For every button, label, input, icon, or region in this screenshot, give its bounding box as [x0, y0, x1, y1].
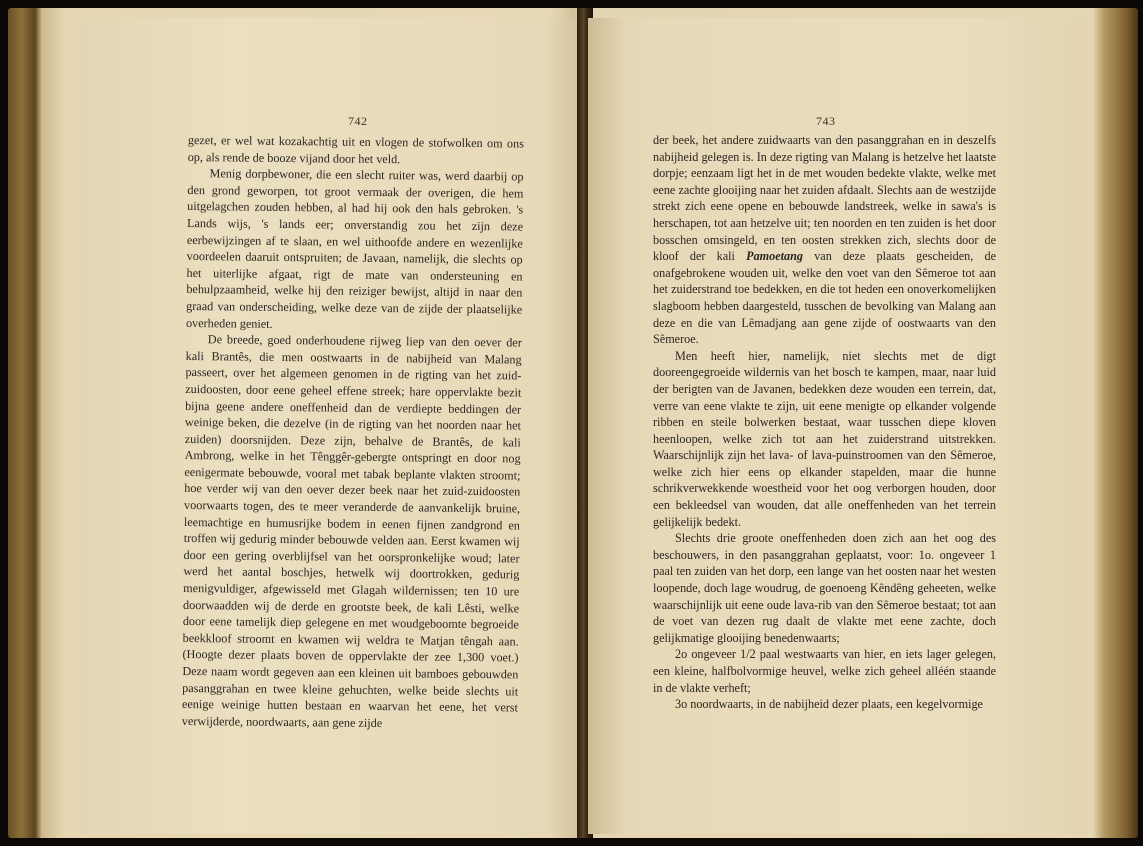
page-number-right: 743 — [816, 114, 836, 128]
paragraph: gezet, er wel wat kozakachtig uit en vlogen de stofwolken om ons op, als rende de booze vijand door het veld. — [187, 132, 524, 166]
right-page — [588, 18, 1088, 834]
place-name-emphasis: Pamoetang — [746, 249, 804, 264]
paragraph: Menig dorpbewoner, die een slecht ruiter was, werd daarbij op den grond geworpen, tot groot vermaak der overigen, die hem uitgelagchen zouden hebben, al had hij ook den hals gebroken. 's Lands wijs, 's lands eer; onverstandig zou het zijn deze eerbewijzingen af te slaan, en wel uithoofde andere en wezenlijke voordeelen daaruit ontspruiten; de Javaan, namelijk, die slechts op het uiterlijke afgaat, rigt de mate van ondersteuning en behulpzaamheid, welke hij den reiziger bewijst, altijd in naar den graad van onderscheiding, welke deze van de zijde der plaatselijke overheden geniet. — [185, 166, 524, 331]
paragraph: Men heeft hier, namelijk, niet slechts met de digt dooreengegroeide wildernis van het bosch te kampen, maar, naar luid der berigten van de Javanen, bedekken deze wouden een terrein, dat, verre van eene vlakte te zijn, uit eene menigte op elkander volgende ribben en steile bolwerken bestaat, waar tusschen diepe kloven heenloopen, welke zich tot aan het zuiderstrand uitstrekken. Waarschijnlijk zijn het lava- of lava-puinstroomen van den Sêmeroe, welke zich hier eens op elkander stapelden, maar die hunne schrikverwekkende woestheid voor het oog verborgen houden, door een bekleedsel van wouden, dat alle oneffenheden van het terrein gelijkelijk bedekt. — [653, 348, 996, 529]
right-page-text — [653, 132, 996, 713]
paragraph: 2o ongeveer 1/2 paal westwaarts van hier, en iets lager gelegen, een kleine, halfbolvormige heuvel, welke zich geheel alléén staande in de vlakte verheft; — [653, 647, 996, 695]
paragraph: Slechts drie groote oneffenheden doen zich aan het oog des beschouwers, in den pasanggrahan geplaatst, voor: 1o. ongeveer 1 paal ten zuiden van het dorp, een lange van het oosten naar het westen loopende, doch lage woudrug, de goenoeng Kêndêng geheeten, welke waarschijnlijk uit eene oude lava-rib van den Sêmeroe bestaat; tot aan de voet van dezen rug daalt de vlakte met eene zachte, doch gelijkmatige glooijing benedenwaarts; — [653, 531, 996, 645]
page-number-left: 742 — [348, 114, 368, 128]
open-book — [8, 8, 1138, 838]
paragraph: De breede, goed onderhoudene rijweg liep van den oever der kali Brantês, die men oostwaarts in de nabijheid van Malang passeert, over het algemeen genomen in de rigting van het zuid-zuidoosten, door eene geheel effene streek; hare oppervlakte bezit bijna geene andere oneffenheid dan de verdiepte beddingen der weinige beken, die dezelve (in de rigting van het noorden naar het zuiden) doorsnijden. Deze zijn, behalve de Brantês, de kali Ambrong, welke in het Tênggêr-gebergte ontspringt en door nog eenigermate bebouwde, vooral met tabak beplante vlakten stroomt; hoe verder wij van den oever dezer beek naar het zuid-zuidoosten voorwaarts togen, des te meer veranderde de aanvankelijk bruine, leemachtige en humusrijke bodem in eenen fijnen zandgrond en troffen wij gedurig minder bebouwde velden aan. Eerst kwamen wij door een gering overblijfsel van het oorspronkelijke woud; later werd het aantal boschjes, hetwelk wij doortrokken, gedurig menigvuldiger, afgewisseld met Glagah wildernissen; ten 10 ure doorwaadden wij de derde en grootste beek, de kali Lêsti, welke door eene tamelijk diep gelegene en met woudgeboomte begroeide beekkloof stroomt en kwamen wij weldra te Matjan têngah aan. (Hoogte dezer plaats boven de oppervlakte der zee 1,300 voet.) Deze naam wordt gegeven aan een kleinen uit bamboes gebouwden pasanggrahan en twee kleine gehuchten, welke beide slechts uit eenige weinige hutten bestaan en waarvan het eene, het verst verwijderde, noordwaarts, aan gene zijde — [181, 332, 522, 730]
paragraph: der beek, het andere zuidwaarts van den pasanggrahan en in deszelfs nabijheid gelegen is. In deze rigting van Malang is hetzelve het laatste dorpje; eenzaam ligt het in de met wouden bedekte vlakte, welke met eene zachte glooijing naar het zuiden afdaalt. Slechts aan de westzijde strekt zich eene opene en bebouwde landstreek, welke in sawa's is herschapen, tot aan hetzelve uit; ten noorden en ten zuiden is het door bosschen omsingeld, en ten oosten strekken zich, slechts door de kloof der kali Pamoetang van deze plaats gescheiden, de onafgebrokene wouden uit, welke den voet van den Sêmeroe tot aan het zuiderstrand toe bedekken, en die tot heden een onoverkomelijken slagboom hebben daargesteld, tusschen de bevolking van Malang aan deze en die van Lêmadjang aan gene zijde of oostwaarts van den Sêmeroe. — [653, 133, 996, 347]
left-page — [80, 18, 585, 834]
left-page-text — [182, 132, 524, 733]
paragraph: 3o noordwaarts, in de nabijheid dezer plaats, een kegelvormige — [675, 697, 983, 712]
